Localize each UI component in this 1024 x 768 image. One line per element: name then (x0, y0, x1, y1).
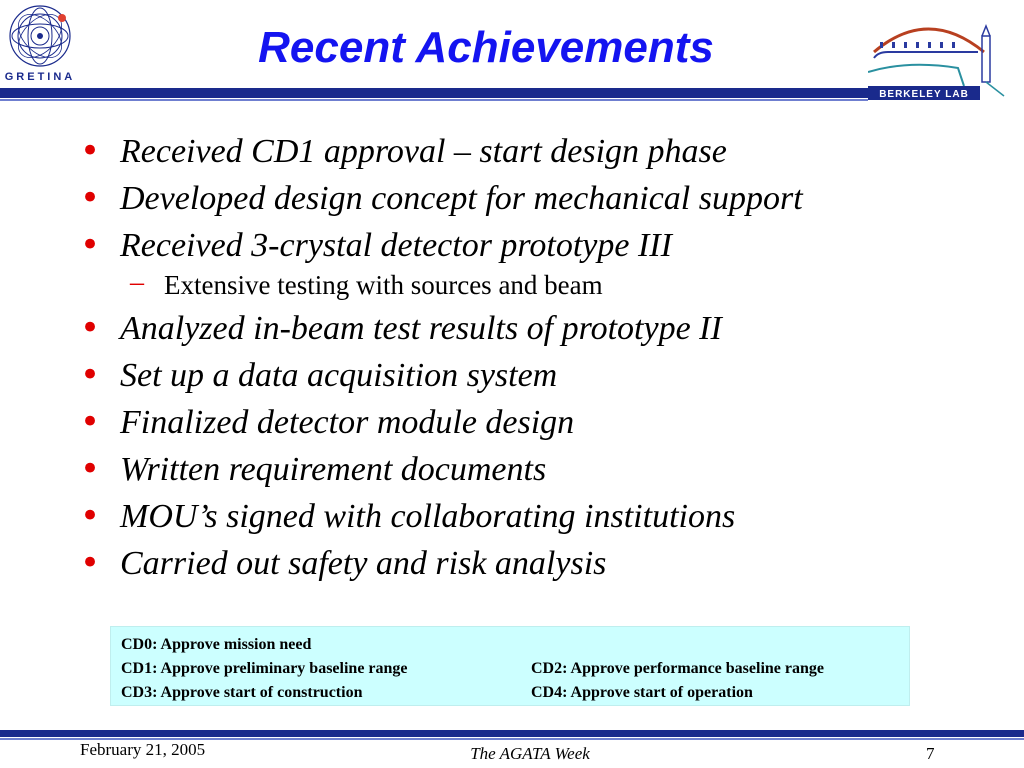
dash-icon: – (130, 267, 144, 298)
cd-row (121, 681, 899, 705)
bullet-dot-icon: • (80, 225, 101, 265)
cd2-text: CD2: Approve performance baseline range (531, 660, 824, 677)
slide-title: Recent Achievements (258, 23, 714, 72)
cd1-text: CD1: Approve preliminary baseline range (121, 660, 408, 677)
footer-rule (0, 730, 1024, 737)
bullet-item (80, 446, 980, 493)
cd-row (121, 657, 899, 681)
bullet-text: Analyzed in-beam test results of prototype II (120, 310, 722, 347)
cd-milestones-box (110, 626, 910, 706)
bullet-dot-icon: • (80, 355, 101, 395)
berkeley-lab-logo-text: BERKELEY LAB (879, 89, 969, 100)
bullet-text: Set up a data acquisition system (120, 357, 558, 394)
gretina-logo-text: GRETINA (4, 71, 76, 83)
bullet-item (80, 493, 980, 540)
bullet-text: Received 3-crystal detector prototype III (120, 227, 672, 264)
berkeley-lab-logo (868, 12, 1010, 102)
bullet-text: Carried out safety and risk analysis (120, 545, 607, 582)
footer-event: The AGATA Week (470, 744, 590, 763)
sub-bullet-text: Extensive testing with sources and beam (164, 270, 603, 300)
cd3-text: CD3: Approve start of construction (121, 684, 363, 701)
header-rule (0, 88, 868, 98)
bullet-item (80, 352, 980, 399)
cd0-text: CD0: Approve mission need (121, 636, 312, 653)
bullet-text: Written requirement documents (120, 451, 547, 488)
bullet-dot-icon: • (80, 131, 101, 171)
bullet-dot-icon: • (80, 178, 101, 218)
sub-bullet-item (80, 265, 980, 305)
bullet-dot-icon: • (80, 308, 101, 348)
footer-date: February 21, 2005 (80, 740, 206, 759)
bullet-text: Finalized detector module design (120, 404, 575, 441)
bullet-item (80, 175, 980, 222)
bullet-text: MOU’s signed with collaborating institutions (120, 498, 736, 535)
bullet-dot-icon: • (80, 496, 101, 536)
cd4-text: CD4: Approve start of operation (531, 684, 753, 701)
bullet-dot-icon: • (80, 402, 101, 442)
bullet-text: Developed design concept for mechanical support (120, 180, 803, 217)
page-number: 7 (926, 744, 935, 763)
bullet-item (80, 128, 980, 175)
bullet-item (80, 305, 980, 352)
cd-row (121, 633, 899, 657)
bullet-text: Received CD1 approval – start design phase (120, 133, 727, 170)
header-rule-thin (0, 99, 868, 101)
bullet-item (80, 222, 980, 269)
bullet-list (80, 128, 980, 587)
bullet-item (80, 399, 980, 446)
bullet-item (80, 540, 980, 587)
bullet-dot-icon: • (80, 449, 101, 489)
bullet-dot-icon: • (80, 543, 101, 583)
